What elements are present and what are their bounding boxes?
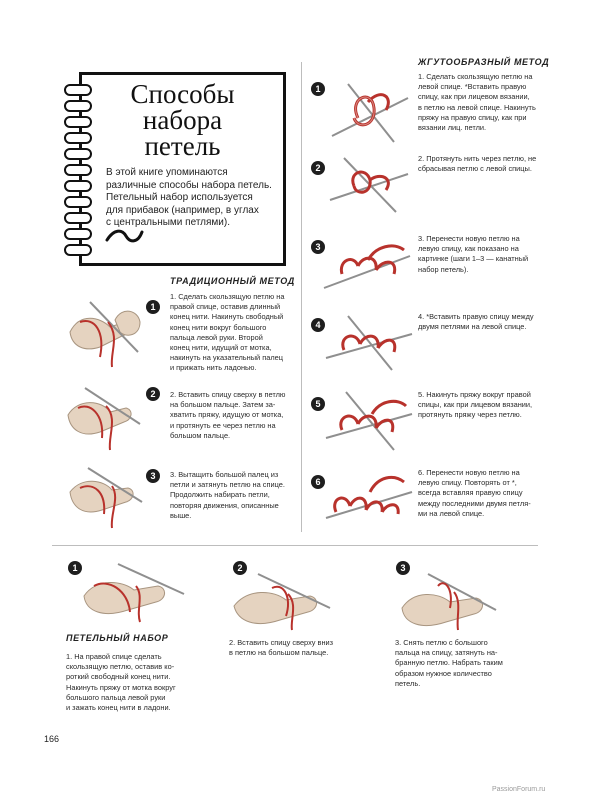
step-text-line: между последними двумя петля- [418,498,531,508]
stitch-illustration [322,462,417,534]
hands-illustration [392,568,502,633]
step-text-line: Продолжить набирать петли, [170,490,270,500]
step-text-line: левую спицу. Повторять от *, [418,478,517,488]
step-text-line: вязании лиц. петли. [418,123,487,133]
page-number: 166 [44,734,60,744]
step-number-badge: 2 [146,387,160,401]
spiral-ring [64,84,92,96]
intro-card [79,72,286,266]
step-text-line: в петлю на большом пальце. [229,648,329,658]
step-text-line: 2. Вставить спицу сверху вниз [229,638,334,647]
step-text-line: 3. Снять петлю с большого [395,638,488,647]
step-text-line: роткий свободный конец нити. [66,672,171,682]
step-text-line: бранную петлю. Набрать таким [395,658,503,668]
spiral-ring [64,132,92,144]
step-number-badge: 4 [311,318,325,332]
step-text-line: в петлю на левой спице. Накинуть [418,102,536,112]
spiral-ring [64,228,92,240]
step-number-badge: 1 [311,82,325,96]
step-text-line: левой спице. *Вставить правую [418,82,527,92]
spiral-ring [64,196,92,208]
step-text-line: и зажать конец нити в ладони. [66,703,171,713]
step-text-line: накинуть на указательный палец [170,353,283,363]
step-text-line: набор петель). [418,264,469,274]
tilde-decoration [104,227,144,247]
step-text-line: всегда вставляя правую спицу [418,488,523,498]
loop-step-2-text [229,638,369,658]
step-text-line: 3. Перенести новую петлю на [418,234,520,243]
stitch-illustration [322,306,417,376]
step-text-line: 4. *Вставить правую спицу между [418,312,534,321]
step-text-line: правой спице, оставив длинный [170,302,281,312]
step-text-line: конец нити. Накинуть свободный [170,312,284,322]
stitch-illustration [320,230,415,300]
traditional-step-1-text [170,292,300,374]
loop-title: ПЕТЕЛЬНЫЙ НАБОР [66,633,169,643]
hands-illustration [60,292,145,372]
hands-illustration [78,560,188,625]
step-text-line: и прижать нить ладонью. [170,363,257,373]
step-text-line: картинке (шаги 1–3 — канатный [418,254,529,264]
step-text-line: 1. На правой спице сделать [66,652,162,661]
step-text-line: на большом пальце. Затем за- [170,400,276,410]
step-text-line: 1. Сделать скользящую петлю на [170,292,285,301]
step-text-line: Накинуть пряжу от мотка вокруг [66,682,176,692]
step-number-badge: 3 [311,240,325,254]
page-title-line: Способы [130,79,235,109]
step-text-line: двумя петлями на левой спице. [418,322,527,332]
cable-step-4-text [418,312,548,332]
page-title-line: петель [144,131,221,161]
intro-text [106,167,278,230]
page-title [82,81,283,159]
step-text-line: конец нити, идущий от мотка, [170,343,272,353]
step-text-line: большого пальца левой руки [66,692,166,702]
spiral-ring [64,244,92,256]
step-number-badge: 3 [146,469,160,483]
step-text-line: ми на левой спице. [418,508,485,518]
step-text-line: пальца на спицу, затянуть на- [395,648,498,658]
step-text-line: сбрасывая петлю с левой спицы. [418,164,532,174]
step-number-badge: 3 [396,561,410,575]
step-text-line: большом пальце. [170,430,231,440]
step-text-line: повторяя движения, описанные [170,500,279,510]
step-text-line: 2. Вставить спицу сверху в петлю [170,390,286,399]
cable-step-5-text [418,390,548,421]
intro-text-line: различные способы набора петель. [106,179,272,191]
column-divider [301,62,302,532]
cable-step-2-text [418,154,548,174]
step-text-line: скользящую петлю, оставив ко- [66,662,175,672]
spiral-ring [64,116,92,128]
cable-step-1-text [418,72,548,133]
step-text-line: 6. Перенести новую петлю на [418,468,520,477]
step-text-line: пряжу на правую спицу, как при [418,112,527,122]
hands-illustration [60,462,145,532]
cable-step-6-text [418,468,548,519]
intro-text-line: В этой книге упоминаются [106,167,228,178]
step-text-line: хватить пряжу, идущую от мотка, [170,410,284,420]
step-text-line: протянуть пряжу через петлю. [418,410,522,420]
page-title-line: набора [142,105,223,135]
step-text-line: 3. Вытащить большой палец из [170,470,279,479]
step-number-badge: 2 [233,561,247,575]
spiral-ring [64,164,92,176]
loop-step-1-text [66,652,206,713]
step-text-line: 2. Протянуть нить через петлю, не [418,154,537,163]
step-text-line: петли и затянуть петлю на спице. [170,480,285,490]
traditional-title: ТРАДИЦИОННЫЙ МЕТОД [170,276,295,286]
step-number-badge: 5 [311,397,325,411]
step-text-line: пальца левой руки. Второй [170,332,263,342]
step-number-badge: 1 [68,561,82,575]
spiral-ring [64,100,92,112]
step-text-line: 1. Сделать скользящую петлю на [418,72,533,81]
hands-illustration [228,568,338,633]
step-text-line: спицу, как при лицевом вязании, [418,92,530,102]
step-text-line: 5. Накинуть пряжу вокруг правой [418,390,531,399]
spiral-ring [64,148,92,160]
step-text-line: конец нити вокруг большого [170,322,267,332]
stitch-illustration [322,384,417,456]
step-text-line: спицы, как при лицевом вязании, [418,400,533,410]
stitch-illustration [326,150,411,220]
step-text-line: и протянуть ее через петлю на [170,420,276,430]
intro-text-line: для прибавок (например, в углах [106,204,259,216]
step-text-line: левую спицу, как показано на [418,244,519,254]
intro-text-line: с центральными петлями). [106,217,230,229]
loop-step-3-text [395,638,535,689]
traditional-step-2-text [170,390,300,441]
step-number-badge: 2 [311,161,325,175]
section-divider [52,545,538,546]
hands-illustration [60,380,145,455]
stitch-illustration [328,78,413,148]
step-text-line: петель. [395,678,421,688]
step-text-line: выше. [170,510,192,520]
intro-text-line: Петельный набор используется [106,192,253,204]
step-number-badge: 6 [311,475,325,489]
cable-title: ЖГУТООБРАЗНЫЙ МЕТОД [418,57,550,67]
watermark: PassionForum.ru [492,786,546,793]
step-number-badge: 1 [146,300,160,314]
step-text-line: образом нужное количество [395,668,492,678]
traditional-step-3-text [170,470,300,521]
spiral-ring [64,180,92,192]
spiral-ring [64,212,92,224]
cable-step-3-text [418,234,548,275]
